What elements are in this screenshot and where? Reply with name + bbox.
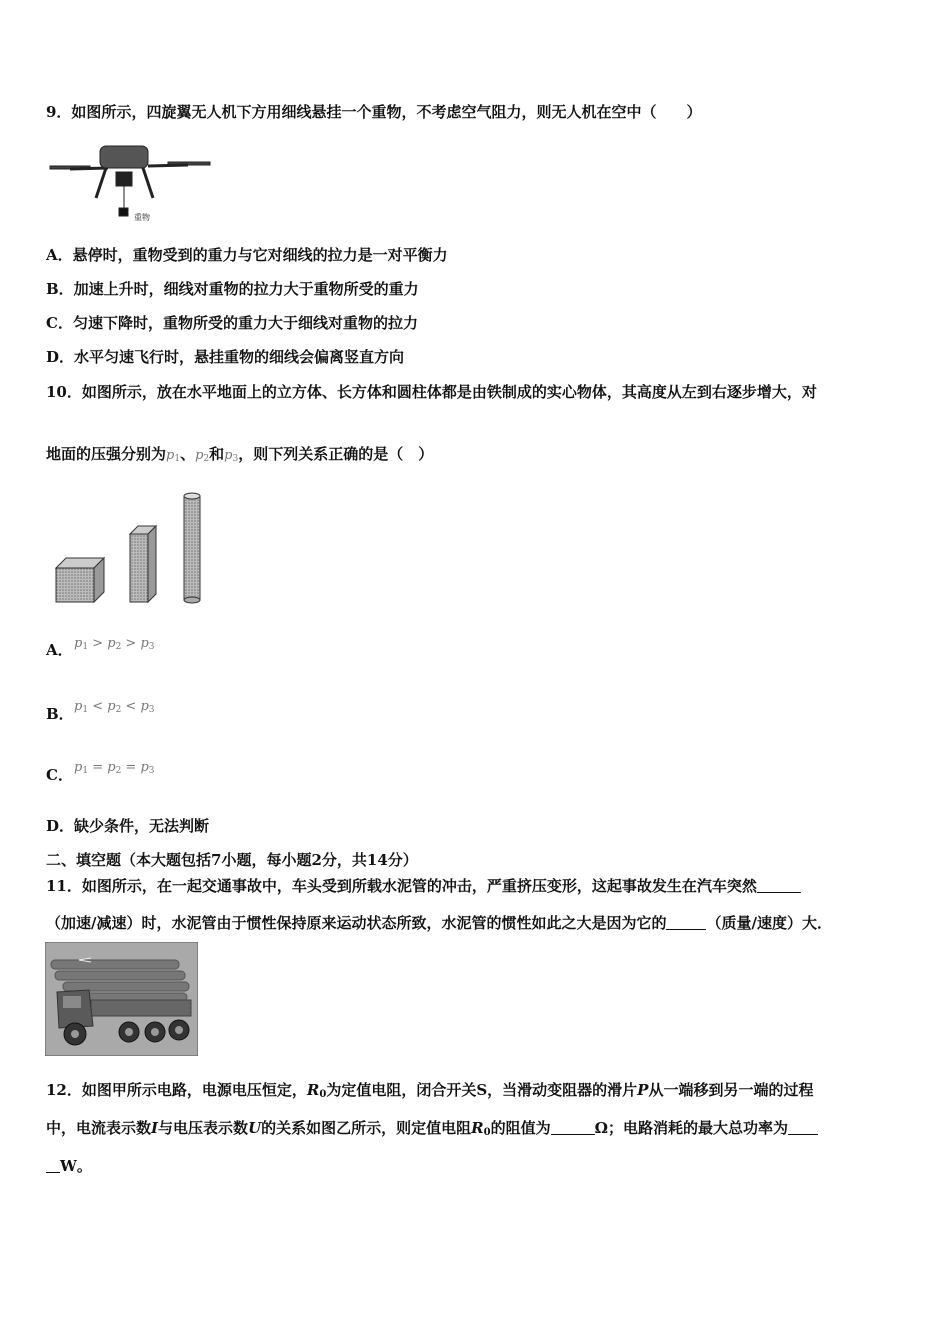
q10-option-a-formula: $p_1 > p_2 > p_3$ xyxy=(74,636,155,652)
weight-label: 重物 xyxy=(134,213,150,222)
q12-blank-2b[interactable] xyxy=(46,1157,60,1173)
q10-option-c-formula: $p_1 = p_2 = p_3$ xyxy=(74,760,155,776)
q10-stem-line2 xyxy=(46,443,433,464)
p1-symbol: $p_1$ xyxy=(166,448,181,464)
cylinder xyxy=(184,493,200,603)
q10-and: 和 xyxy=(209,445,225,463)
q9-stem: 9．如图所示，四旋翼无人机下方用细线悬挂一个重物，不考虑空气阻力，则无人机在空中（ ） xyxy=(46,103,702,121)
q10-option-d: D．缺少条件，无法判断 xyxy=(46,817,210,835)
section2-heading: 二、填空题（本大题包括7小题，每小题2分，共14分） xyxy=(46,851,418,869)
q9-option-a: A．悬停时，重物受到的重力与它对细线的拉力是一对平衡力 xyxy=(46,246,448,264)
drone-body xyxy=(100,146,148,168)
q12-line2: 中，电流表示数I与电压表示数U的关系如图乙所示，则定值电阻$R_0$的阻值为 Ω；电路消耗的最大总功率为 xyxy=(46,1117,818,1138)
q11-line2: （加速/减速）时，水泥管由于惯性保持原来运动状态所致，水泥管的惯性如此之大是因为它的 （质量/速度）大． xyxy=(46,914,832,932)
u-symbol: U xyxy=(248,1119,262,1137)
drone-figure xyxy=(48,138,213,226)
q12-line1: 12．如图甲所示电路，电源电压恒定，$R_0$为定值电阻，闭合开关S，当滑动变阻器的滑片P从一端移到另一端的过程 xyxy=(46,1081,814,1100)
weight-block xyxy=(119,208,128,216)
q9-option-c: C．匀速下降时，重物所受的重力大于细线对重物的拉力 xyxy=(46,314,418,332)
truck-accident-photo xyxy=(45,942,198,1056)
r0-symbol: R xyxy=(306,1081,320,1099)
q11-line1: 11．如图所示，在一起交通事故中，车头受到所载水泥管的冲击，严重挤压变形，这起事故发生在汽车突然 xyxy=(46,875,801,896)
q10-option-b: B． $p_1 < p_2 < p_3$ xyxy=(46,699,155,723)
q9-option-d: D．水平匀速飞行时，悬挂重物的细线会偏离竖直方向 xyxy=(46,348,405,366)
i-symbol: I xyxy=(151,1119,159,1137)
q10-stem-text-a: 地面的压强分别为 xyxy=(46,445,167,463)
q10-stem-line1: 10．如图所示，放在水平地面上的立方体、长方体和圆柱体都是由铁制成的实心物体，其高度从左到右逐步增大，对 xyxy=(46,383,817,401)
solids-figure xyxy=(50,490,210,608)
q12-line3: W。 xyxy=(46,1155,92,1176)
p-symbol: P xyxy=(637,1081,649,1099)
q9-option-b: B．加速上升时，细线对重物的拉力大于重物所受的重力 xyxy=(46,280,419,298)
cuboid xyxy=(130,526,156,602)
drone-camera xyxy=(116,172,132,186)
q11-blank-1[interactable] xyxy=(757,877,801,893)
cube xyxy=(56,558,104,602)
q10-option-b-formula: $p_1 < p_2 < p_3$ xyxy=(74,699,155,715)
q12-blank-1[interactable] xyxy=(551,1119,595,1135)
q11-blank-2[interactable] xyxy=(666,914,706,930)
q10-sep: 、 xyxy=(180,445,196,463)
p3-symbol: $p_3$ xyxy=(224,448,239,464)
q12-blank-2a[interactable] xyxy=(788,1119,818,1135)
p2-symbol: $p_2$ xyxy=(195,448,210,464)
q10-option-c: C． $p_1 = p_2 = p_3$ xyxy=(46,760,155,784)
q10-stem-text-b: ，则下列关系正确的是（ ） xyxy=(238,445,434,463)
q10-option-a: A． $p_1 > p_2 > p_3$ xyxy=(46,636,155,659)
